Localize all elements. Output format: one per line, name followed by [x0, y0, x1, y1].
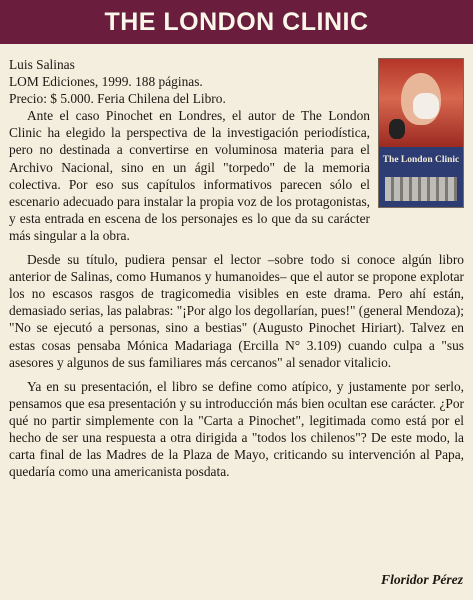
cover-building	[385, 177, 457, 201]
article	[9, 56, 464, 480]
book-publisher: LOM Ediciones, 1999. 188 páginas.	[9, 74, 203, 90]
page-title: THE LONDON CLINIC	[104, 7, 369, 36]
header-banner	[0, 0, 473, 44]
paragraph-1: Ante el caso Pinochet en Londres, el autor de The London Clinic ha elegido la perspectiva de la investigación periodística, pero no destinada a convertirse en voluminosa materia para el Archivo Nacional, sino en un ágil "torpedo" de la memoria colectiva. Por eso sus capítulos informativos parecen sólo el escenario adecuado para instalar la propia voz de los protagonistas, y esta entrada en escena de los personajes es lo que da su carácter más singular a la obra.	[9, 108, 370, 243]
book-author: Luis Salinas	[9, 57, 75, 72]
paragraph-2: Desde su título, pudiera pensar el lector –sobre todo si conoce algún libro anterior de Salinas, como Humanos y humanoides– que el autor se propone explotar los no escasos rasgos de tragicomedia visibles en este drama. Pero ahí están, demasiado serias, las palabras: "¡Por algo los degollarían, pues!" (general Mendoza); "No se ejecutó a personas, sino a bestias" (Augusto Pinochet Hiriart). Talvez en estas cosas pensaba Mónica Madariaga (Ercilla N° 3.109) cuando culpa a "sus asesores y algunos de sus familiares más cercanos" al senador vitalicio.	[9, 252, 464, 370]
author-signature: Floridor Pérez	[381, 572, 463, 587]
paragraph-3: Ya en su presentación, el libro se define como atípico, y justamente por serlo, pensamos que esa presentación y su introducción más bien ocultan ese carácter. ¿Por qué no partir simplemente con la "Carta a Pinochet", legitimada como está por el hecho de ser una respuesta a otra dirigida a "todos los chilenos"? De este modo, la carta final de las Madres de la Plaza de Mayo, criticando su intervención al Papa, quedaría como una americanista posdata.	[9, 378, 464, 480]
cover-title: The London Clinic	[382, 155, 460, 165]
book-price: Precio: $ 5.000. Feria Chilena del Libro.	[9, 91, 226, 107]
book-cover-image	[378, 58, 464, 208]
microphone-icon	[389, 119, 405, 139]
cover-hand	[413, 93, 439, 119]
